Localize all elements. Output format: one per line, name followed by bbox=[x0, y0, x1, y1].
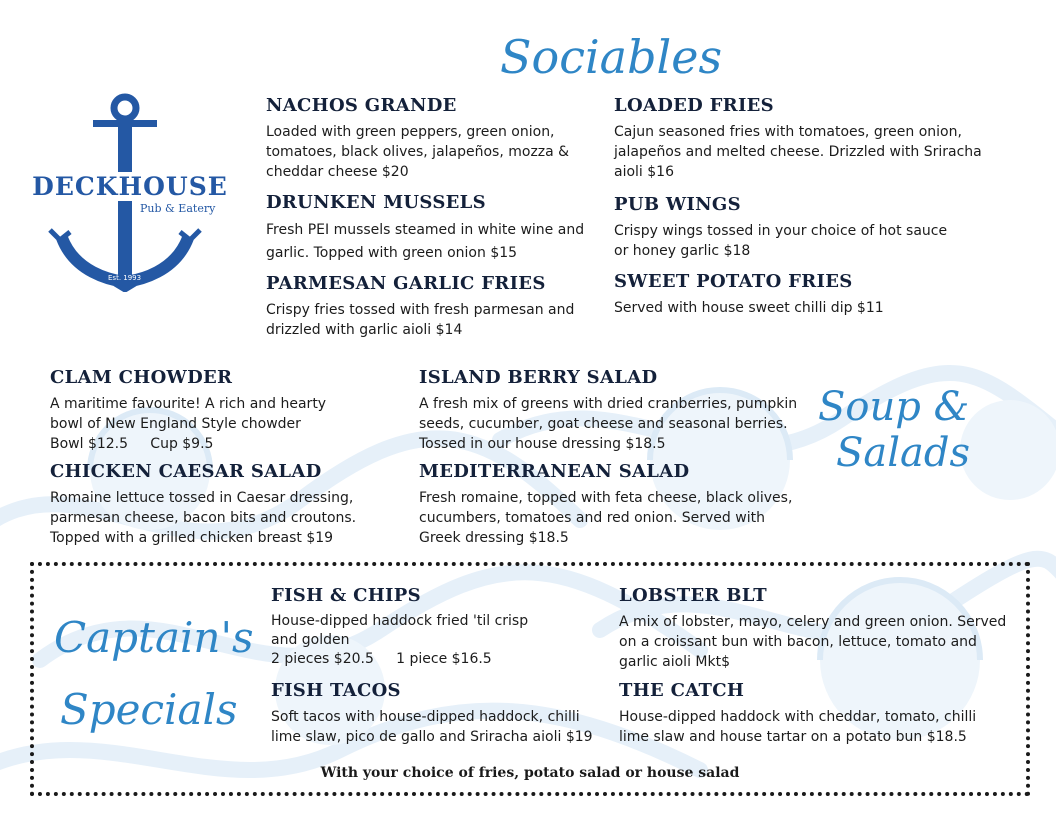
menu-item-parmesan-fries bbox=[266, 273, 586, 340]
item-desc: House-dipped haddock with cheddar, tomato, chilli lime slaw and house tartar on a potato bun $18.5 bbox=[619, 709, 977, 745]
item-desc: Fresh PEI mussels steamed in white wine and garlic. Topped with green onion $15 bbox=[266, 222, 585, 261]
item-title: DRUNKEN MUSSELS bbox=[266, 192, 486, 213]
item-title: CHICKEN CAESAR SALAD bbox=[50, 461, 322, 482]
sides-note: With your choice of fries, potato salad or house salad bbox=[320, 765, 740, 781]
section-title-captains-line2: Specials bbox=[60, 685, 238, 734]
section-title-soup-salads-line2: Salads bbox=[836, 430, 971, 476]
item-title: SWEET POTATO FRIES bbox=[614, 271, 853, 292]
logo-name: DECKHOUSE bbox=[30, 172, 230, 201]
section-title-sociables: Sociables bbox=[500, 30, 723, 84]
menu-item-sweet-potato-fries bbox=[614, 271, 994, 318]
menu-item-mussels bbox=[266, 192, 596, 265]
item-title: THE CATCH bbox=[619, 680, 745, 701]
item-title: FISH TACOS bbox=[271, 680, 401, 701]
item-desc: A mix of lobster, mayo, celery and green onion. Served on a croissant bun with bacon, lettuce, tomato and garlic aioli Mkt$ bbox=[619, 614, 1007, 670]
item-desc: Served with house sweet chilli dip $11 bbox=[614, 300, 884, 316]
logo bbox=[30, 92, 230, 292]
item-title: PUB WINGS bbox=[614, 194, 741, 215]
item-price: 2 pieces $20.5 1 piece $16.5 bbox=[271, 651, 492, 667]
menu-item-island-berry-salad bbox=[419, 367, 819, 454]
section-title-soup-salads-line1: Soup & bbox=[818, 384, 970, 430]
item-title: NACHOS GRANDE bbox=[266, 95, 457, 116]
item-desc: A fresh mix of greens with dried cranberries, pumpkin seeds, cucumber, goat cheese and seasonal berries. Tossed in our house dressing $18.5 bbox=[419, 396, 798, 452]
item-desc: Romaine lettuce tossed in Caesar dressing, parmesan cheese, bacon bits and croutons. Topped with a grilled chicken breast $19 bbox=[50, 490, 357, 546]
menu-item-nachos bbox=[266, 95, 586, 182]
item-desc: Loaded with green peppers, green onion, tomatoes, black olives, jalapeños, mozza & cheddar cheese $20 bbox=[266, 124, 570, 180]
item-title: MEDITERRANEAN SALAD bbox=[419, 461, 690, 482]
menu-item-chicken-caesar bbox=[50, 461, 370, 548]
menu-item-pub-wings bbox=[614, 194, 959, 261]
item-title: LOADED FRIES bbox=[614, 95, 774, 116]
item-desc: Soft tacos with house-dipped haddock, chilli lime slaw, pico de gallo and Sriracha aioli $19 bbox=[271, 709, 593, 745]
item-desc: Cajun seasoned fries with tomatoes, green onion, jalapeños and melted cheese. Drizzled with Sriracha aioli $16 bbox=[614, 124, 982, 180]
item-desc: Fresh romaine, topped with feta cheese, black olives, cucumbers, tomatoes and red onion. Served with Greek dressing $18.5 bbox=[419, 490, 793, 546]
item-desc: House-dipped haddock fried 'til crisp and golden bbox=[271, 613, 529, 648]
menu-item-the-catch bbox=[619, 680, 989, 747]
menu-item-mediterranean-salad bbox=[419, 461, 799, 548]
item-title: LOBSTER BLT bbox=[619, 585, 767, 606]
item-title: ISLAND BERRY SALAD bbox=[419, 367, 658, 388]
item-price: Bowl $12.5 Cup $9.5 bbox=[50, 436, 214, 452]
menu-item-fish-tacos bbox=[271, 680, 606, 747]
section-title-soup-salads bbox=[818, 384, 970, 476]
menu-item-lobster-blt bbox=[619, 585, 1009, 672]
item-desc: A maritime favourite! A rich and hearty bowl of New England Style chowder bbox=[50, 396, 327, 432]
section-title-captains-line1: Captain's bbox=[54, 613, 254, 662]
menu-item-fish-chips bbox=[271, 585, 551, 669]
menu-item-loaded-fries bbox=[614, 95, 994, 182]
item-desc: Crispy wings tossed in your choice of hot sauce or honey garlic $18 bbox=[614, 223, 948, 259]
logo-est: Est. 1993 bbox=[108, 274, 142, 282]
menu-item-clam-chowder bbox=[50, 367, 350, 454]
item-title: PARMESAN GARLIC FRIES bbox=[266, 273, 546, 294]
logo-tagline: Pub & Eatery bbox=[140, 202, 216, 215]
item-desc: Crispy fries tossed with fresh parmesan and drizzled with garlic aioli $14 bbox=[266, 302, 575, 338]
item-title: CLAM CHOWDER bbox=[50, 367, 233, 388]
item-title: FISH & CHIPS bbox=[271, 585, 421, 606]
